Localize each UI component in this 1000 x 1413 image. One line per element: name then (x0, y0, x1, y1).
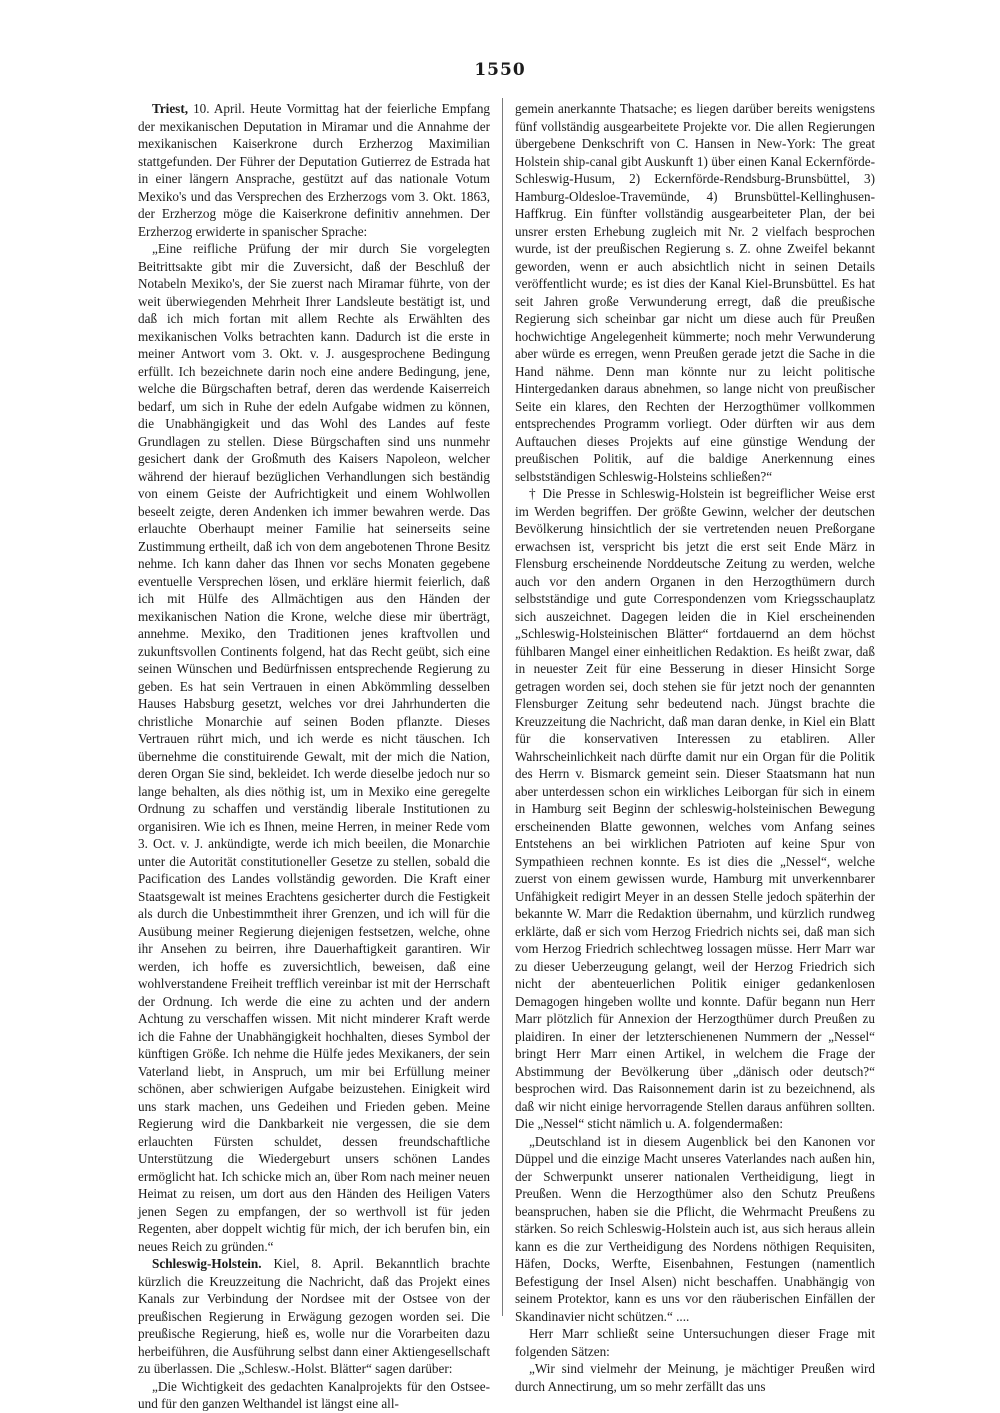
left-column (138, 100, 491, 1411)
article-triest-text: 10. April. Heute Vormittag hat der feierliche Empfang der mexikanischen Deputation in Miramar und die Annahme der mexikanischen Kaiserkrone durch Erzherzog Maximilian stattgefunden. Der Führer der Deputation Gutierrez de Estrada hat in einer längern Ansprache, gestützt auf das nationale Votum Mexiko's und das Versprechen des Erzherzogs vom 3. Okt. 1863, der Erzherzog möge die Kaiserkrone definitiv annehmen. Der Erzherzog erwiderte in spanischer Sprache: (138, 101, 491, 239)
nessel-quote: „Deutschland ist in diesem Augenblick bei den Kanonen vor Düppel und die einzige Macht unseres Vaterlandes nach außen hin, der Schwerpunkt unserer nationalen Vertheidigung, liegt in Preußen. Wenn die Herzogthümer also den Schutz Preußens beanspruchen, haben sie die Pflicht, die Wehrmacht Preußens zu stärken. So reich Schleswig-Holstein auch ist, aus sich heraus allein kann es die zur Vertheidigung des Nordens nöthigen Requisiten, Häfen, Docks, Werfte, Eisenbahnen, Festungen (namentlich Befestigung der Insel Alsen) nicht beschaffen. Unabhängig von seinem Protektor, kann es uns vor den räuberischen Einfällen der Skandinavier nicht schützen.“ .... (515, 1133, 875, 1324)
article-presse: † Die Presse in Schleswig-Holstein ist begreiflicher Weise erst im Werden begriffen. Der größte Gewinn, welcher der deutschen Bevölkerung hinsichtlich der sie vertretenden neuen Preßorgane erwachsen ist, verspricht bis jetzt die erst seit Ende März in Flensburg erscheinende Norddeutsche Zeitung zu werden, welche auch vor den andern Organen in den Herzogthümern durch selbstständige und gute Correspondenzen vom Kriegsschauplatz sich auszeichnet. Dagegen leiden die in Kiel erscheinenden „Schleswig-Holsteinischen Blätter“ fortdauernd an dem höchst fühlbaren Mangel einer einheitlichen Redaktion. Es heißt zwar, daß in neuester Zeit für eine Besserung in dieser Hinsicht Sorge getragen worden sei, doch stehen sie für jetzt noch der genannten Flensburger Zeitung sehr bedeutend nach. Jüngst brachte die Kreuzzeitung die Nachricht, daß man daran denke, in Kiel ein Blatt für die konservativen Interessen zu etabliren. Aller Wahrscheinlichkeit nach dürfte damit nur ein Organ für die Politik des Herrn v. Bismarck gemeint sein. Dieser Staatsmann hat nun aber unterdessen schon ein wirkliches Leiborgan für sich in einem in Hamburg seit Beginn der schleswig-holsteinischen Bewegung erscheinenden Blatte gewonnen, welches vom Anfang seines Entstehens an bei wirklichen Patrioten auf keine Spur von Sympathieen rechnen konnte. Es ist dies die „Nessel“, welche zuerst von einem gewissen wurde, Hamburg mit unverkennbarer Unfähigkeit redigirt Meyer in an dessen Stelle jedoch späterhin der bekannte W. Marr die Redaktion übernahm, und kürzlich rundweg erklärte, daß er sich vom Herzog Friedrich nichts sei, daß man sich vom Herzog Friedrich schlechtweg lossagen müsse. Herr Marr war zu dieser Ueberzeugung gelangt, weil der Herzog Friedrich sich nicht der abenteuerlichen Politik einiger gedankenlosen Demagogen hingeben wollte und konnte. Dafür begann nun Herr Marr plötzlich für Annexion der Herzogthümer durch Preußen zu plaidiren. In einer der letzterschienenen Nummern der „Nessel“ bringt Herr Marr einen Artikel, in welchem die Frage der Abstimmung der Bevölkerung über „dänisch oder deutsch?“ besprochen wird. Das Raisonnement darin ist zu bezeichnend, als daß wir nicht einige hervorragende Stellen daraus anführen sollten. Die „Nessel“ sticht nämlich u. A. folgendermaßen: (515, 486, 875, 1131)
page-number: 1550 (474, 60, 526, 80)
marr-quote: „Wir sind vielmehr der Meinung, je mächtiger Preußen wird durch Annectirung, um so mehr zerfällt das uns (515, 1361, 875, 1394)
dateline-schleswig-holstein: Schleswig-Holstein. (152, 1256, 262, 1271)
column-divider (502, 98, 503, 1316)
right-column (515, 100, 875, 1394)
dateline-triest: Triest, (152, 101, 189, 116)
article-schleswig-holstein-text: Kiel, 8. April. Bekanntlich brachte kürzlich die Kreuzzeitung die Nachricht, daß das Projekt eines Kanals zur Verbindung der Nordsee mit der Ostsee von der preußischen Regierung in Erwägung gezogen worden sei. Die preußische Regierung, hieß es, wolle nur die Vorarbeiten dazu herbeiführen, die Ausführung selbst dann einer Aktiengesellschaft zu überlassen. Die „Schlesw.-Holst. Blätter“ sagen darüber: (138, 1256, 491, 1376)
article-schleswig-holstein (138, 1255, 490, 1378)
quote-paragraph: „Die Wichtigkeit des gedachten Kanalprojekts für den Ostsee- und für den ganzen Welthandel ist längst eine all- (138, 1378, 490, 1411)
speech-paragraph: „Eine reifliche Prüfung der mir durch Sie vorgelegten Beitrittsakte gibt mir die Zuversicht, daß der Beschluß der Notabeln Mexiko's, der Sie zuerst nach Miramar führte, von der weit überwiegenden Mehrheit Ihrer Landsleute bestätigt ist, und daß ich mich fortan mit allem Rechte als Erwählten des mexikanischen Volks betrachten kann. Dadurch ist die erste in meiner Antwort vom 3. Okt. v. J. ausgesprochene Bedingung erfüllt. Ich bezeichnete darin noch eine andere Bedingung, jene, welche die Bürgschaften betraf, deren das werdende Kaiserreich bedarf, um sich in Ruhe der edeln Aufgabe widmen zu können, die Unabhängigkeit und das Wohl des Landes auf feste Grundlagen zu stellen. Diese Bürgschaften sind uns nunmehr gesichert dank der Großmuth des Kaisers Napoleon, welcher während der hierauf bezüglichen Verhandlungen sich beständig von einem Geiste der Aufrichtigkeit und einem Wohlwollen beseelt zeigte, deren Andenken ich immer bewahren werde. Das erlauchte Oberhaupt meiner Familie hat seinerseits seine Zustimmung ertheilt, daß ich von dem angebotenen Throne Besitz nehme. Ich kann daher das Ihnen vor sechs Monaten gegebene eventuelle Versprechen lösen, und erkläre hiermit feierlich, daß ich mit Hülfe des Allmächtigen aus den Händen der mexikanischen Nation die Krone, welche diese mir überträgt, annehme. Mexiko, den Traditionen jenes kraftvollen und zukunftsvollen Continents folgend, hat das Recht geübt, sich eine seinen Wünschen und Bedürfnissen entsprechende Regierung zu geben. Es hat sein Vertrauen in einen Abkömmling desselben Hauses Habsburg gesetzt, welches vor drei Jahrhunderten die christliche Monarchie auf seinen Boden pflanzte. Dieses Vertrauen rührt mich, und ich werde es nicht täuschen. Ich übernehme die constituirende Gewalt, mit der mich die Nation, deren Organ Sie sind, bekleidet. Ich werde dieselbe jedoch nur so lange behalten, als dies nöthig ist, um in Mexiko eine geregelte Ordnung zu schaffen und verständig liberale Institutionen zu organisiren. Wie ich es Ihnen, meine Herren, in meiner Rede vom 3. Oct. v. J. ankündigte, werde ich mich beeilen, die Monarchie unter die Autorität constitutioneller Gesetze zu stellen, sobald die Pacification des Landes vollständig geworden. Die Kraft einer Staatsgewalt ist meines Erachtens gesicherter durch die Festigkeit als durch die Unbestimmtheit ihrer Grenzen, und ich will für die Ausübung meiner Regierung diejenigen festsetzen, welche, ohne ihr Ansehen zu beirren, ihre Dauerhaftigkeit garantiren. Wir werden, ich hoffe es zuversichtlich, beweisen, daß eine wohlverstandene Freiheit trefflich vereinbar ist mit der Herrschaft der Ordnung. Ich werde die eine zu achten und der andern Achtung zu verschaffen wissen. Mit nicht minderer Kraft werde ich die Fahne der Unabhängigkeit hochhalten, dieses Symbol der künftigen Größe. Ich nehme die Hülfe jedes Mexikaners, der sein Vaterland liebt, in Anspruch, um mir bei Erfüllung meiner schönen, aber schwierigen Aufgabe beizustehen. Einigkeit wird uns stark machen, uns Gedeihen und Frieden geben. Meine Regierung wird die Dankbarkeit nie vergessen, die sie dem erlauchten Fürsten schuldet, dessen freundschaftliche Unterstützung die Wiedergeburt unsers schönen Landes ermöglicht hat. Ich schicke mich an, über Rom nach meiner neuen Heimat zu reisen, um dort aus den Händen des Heiligen Vaters jenen Segen zu empfangen, der so werthvoll ist für jeden Regenten, aber doppelt wichtig für mich, der ich berufen bin, ein neues Reich zu gründen.“ (138, 241, 490, 1254)
marr-conclusion-intro: Herr Marr schließt seine Untersuchungen dieser Frage mit folgenden Sätzen: (515, 1326, 875, 1359)
quote-continuation: gemein anerkannte Thatsache; es liegen darüber bereits wenigstens fünf vollständig ausgearbeitete Projekte vor. Die allen Regierungen übergebene Denkschrift von C. Hansen in New-York: The great Holstein ship-canal gibt Auskunft 1) über einen Kanal Eckernförde-Schleswig-Husum, 2) Eckernförde-Rendsburg-Brunsbüttel, 3) Hamburg-Oldesloe-Travemünde, 4) Brunsbüttel-Kellinghusen-Haffkrug. Ein fünfter vollständig ausgearbeiteter Plan, der bei unsrer ersten Erhebung zugleich mit Nr. 2 vielfach besprochen wurde, ist der preußischen Regierung s. Z. ohne Zweifel bekannt geworden, wenn er auch absichtlich nicht in seinen Details veröffentlicht wurde; es ist dies der Kanal Kiel-Brunsbüttel. Es hat seit Jahren große Verwunderung erregt, daß die preußische Regierung sich scheinbar gar nicht um diese auch für Preußen hochwichtige Angelegenheit kümmerte; noch mehr Verwunderung aber würde es erregen, wenn Preußen gerade jetzt die Sache in die Hand nähme. Denn man könnte nur zu leicht politische Hintergedanken daraus abnehmen, so lange nicht von preußischer Seite ein klares, den Rechten der Herzogthümer vollkommen entsprechendes Programm vorliegt. Oder dürften wir aus dem Auftauchen dieses Projekts auf eine günstige Wendung der preußischen Politik, auf die baldige Anerkennung eines selbstständigen Schleswig-Holsteins schließen?“ (515, 101, 875, 484)
article-triest (138, 100, 490, 240)
